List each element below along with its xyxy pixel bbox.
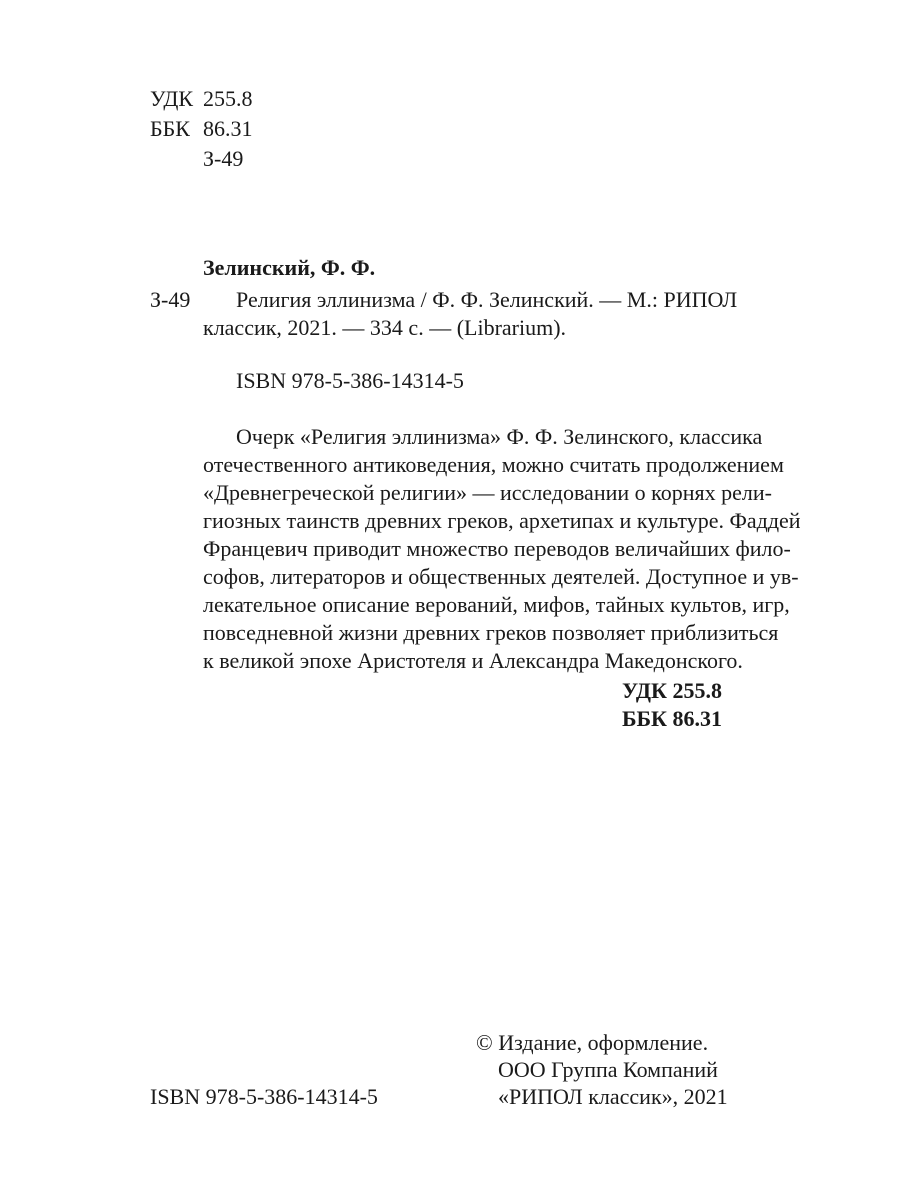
author-name: Зелинский, Ф. Ф. bbox=[203, 255, 376, 280]
annotation bbox=[203, 423, 801, 675]
annotation-line: «Древнегреческой религии» — исследовании о корнях рели- bbox=[203, 480, 772, 505]
copyright-line: ООО Группа Компаний bbox=[498, 1057, 718, 1082]
bibliographic-description bbox=[203, 286, 738, 342]
author-mark: З-49 bbox=[150, 287, 191, 312]
udk-full: УДК 255.8 bbox=[621, 678, 722, 703]
annotation-line: повседневной жизни древних греков позволяет приблизиться bbox=[203, 620, 779, 645]
classification-codes-bottom bbox=[622, 677, 722, 733]
bibliographic-line: Религия эллинизма / Ф. Ф. Зелинский. — М.: РИПОЛ bbox=[236, 287, 738, 312]
bbk-label: ББК bbox=[150, 116, 190, 141]
bibliographic-line: классик, 2021. — 334 с. — (Librarium). bbox=[203, 315, 567, 340]
annotation-line: отечественного антиковедения, можно считать продолжением bbox=[203, 452, 784, 477]
annotation-line: софов, литераторов и общественных деятелей. Доступное и ув- bbox=[203, 564, 799, 589]
annotation-line: гиозных таинств древних греков, архетипах и культуре. Фаддей bbox=[203, 508, 801, 533]
annotation-line: лекательное описание верований, мифов, тайных культов, игр, bbox=[203, 592, 790, 617]
annotation-line: Очерк «Религия эллинизма» Ф. Ф. Зелинского, классика bbox=[236, 424, 763, 449]
udk-label: УДК bbox=[150, 86, 194, 111]
copyright-notice bbox=[476, 1029, 728, 1110]
udk-value: 255.8 bbox=[203, 86, 253, 111]
copyright-line: «РИПОЛ классик», 2021 bbox=[498, 1084, 728, 1109]
copyright-line: © Издание, оформление. bbox=[476, 1030, 709, 1055]
isbn-main: ISBN 978-5-386-14314-5 bbox=[236, 368, 464, 393]
bbk-value: 86.31 bbox=[203, 116, 253, 141]
annotation-line: Францевич приводит множество переводов величайших фило- bbox=[203, 536, 791, 561]
author-mark-top: З-49 bbox=[203, 146, 244, 171]
bbk-full: ББК 86.31 bbox=[621, 706, 722, 731]
annotation-line: к великой эпохе Аристотеля и Александра Македонского. bbox=[203, 648, 743, 673]
isbn-footer: ISBN 978-5-386-14314-5 bbox=[150, 1084, 378, 1109]
